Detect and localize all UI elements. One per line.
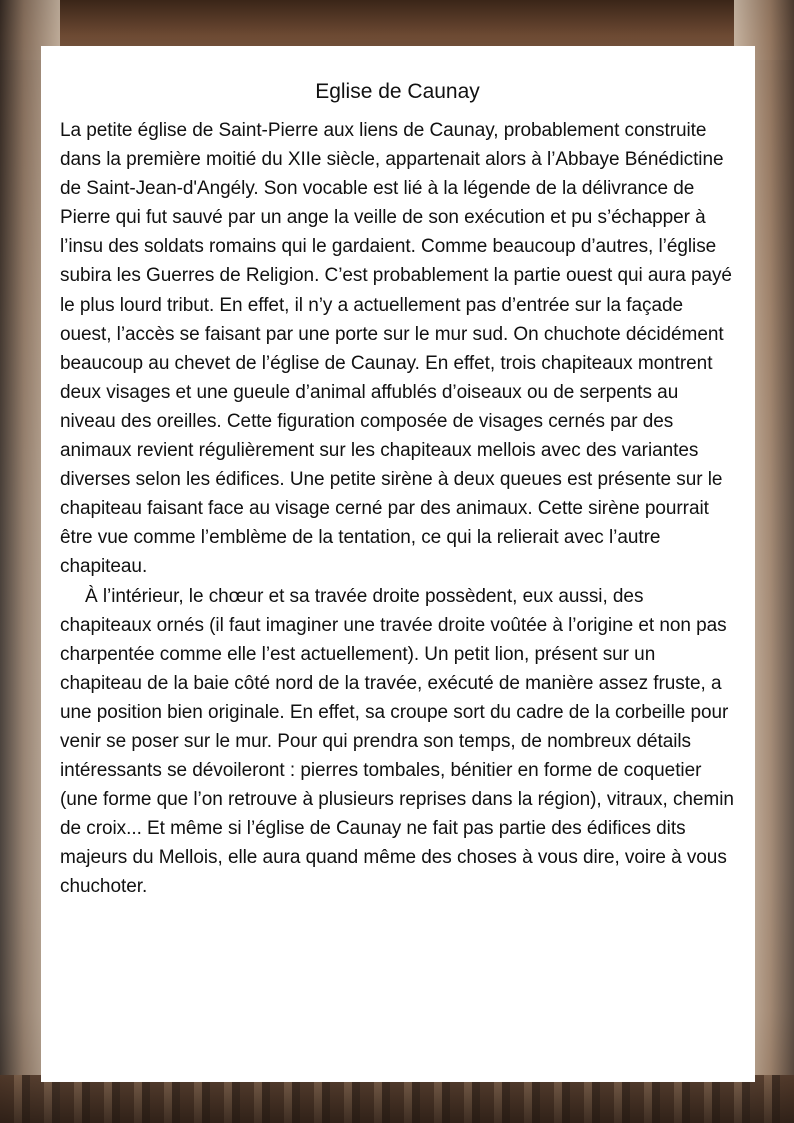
church-pews xyxy=(0,1075,794,1123)
paragraph-2: À l’intérieur, le chœur et sa travée droite possèdent, eux aussi, des chapiteaux ornés (il faut imaginer une travée droite voûtée à l’origine et non pas charpentée comme elle l’est actuellement). Un petit lion, présent sur un chapiteau de la baie côté nord de la travée, exécuté de manière assez fruste, a une position bien originale. En effet, sa croupe sort du cadre de la corbeille pour venir se poser sur le mur. Pour qui prendra son temps, de nombreux détails intéressants se dévoileront : pierres tombales, bénitier en forme de coquetier (une forme que l’on retrouve à plusieurs reprises dans la région), vitraux, chemin de croix... Et même si l’église de Caunay ne fait pas partie des édifices dits majeurs du Mellois, elle aura quand même des choses à vous dire, voire à vous chuchoter. xyxy=(60,585,734,898)
text-card xyxy=(41,46,755,1082)
pews-shadow xyxy=(0,1075,794,1123)
paragraph-1: La petite église de Saint-Pierre aux liens de Caunay, probablement construite dans la première moitié du XIIe siècle, appartenait alors à l’Abbaye Bénédictine de Saint-Jean-d'Angély. Son vocable est lié à la légende de la délivrance de Pierre qui fut sauvé par un ange la veille de son exécution et pu s’échapper à l’insu des soldats romains qui le gardaient. Comme beaucoup d’autres, l’église subira les Guerres de Religion. C’est probablement la partie ouest qui aura payé le plus lourd tribut. En effet, il n’y a actuellement pas d’entrée sur la façade ouest, l’accès se faisant par une porte sur le mur sud. On chuchote décidément beaucoup au chevet de l’église de Caunay. En effet, trois chapiteaux montrent deux visages et une gueule d’animal affublés d’oiseaux ou de serpents au niveau des oreilles. Cette figuration composée de visages cernés par des animaux revient régulièrement sur les chapiteaux mellois avec des variantes diverses selon les édifices. Une petite sirène à deux queues est présente sur le chapiteau faisant face au visage cerné par des animaux. Cette sirène pourrait être vue comme l’emblème de la tentation, ce qui la relierait avec l’autre chapiteau. xyxy=(60,120,732,578)
document-body xyxy=(60,116,735,902)
document-title: Eglise de Caunay xyxy=(315,80,480,103)
